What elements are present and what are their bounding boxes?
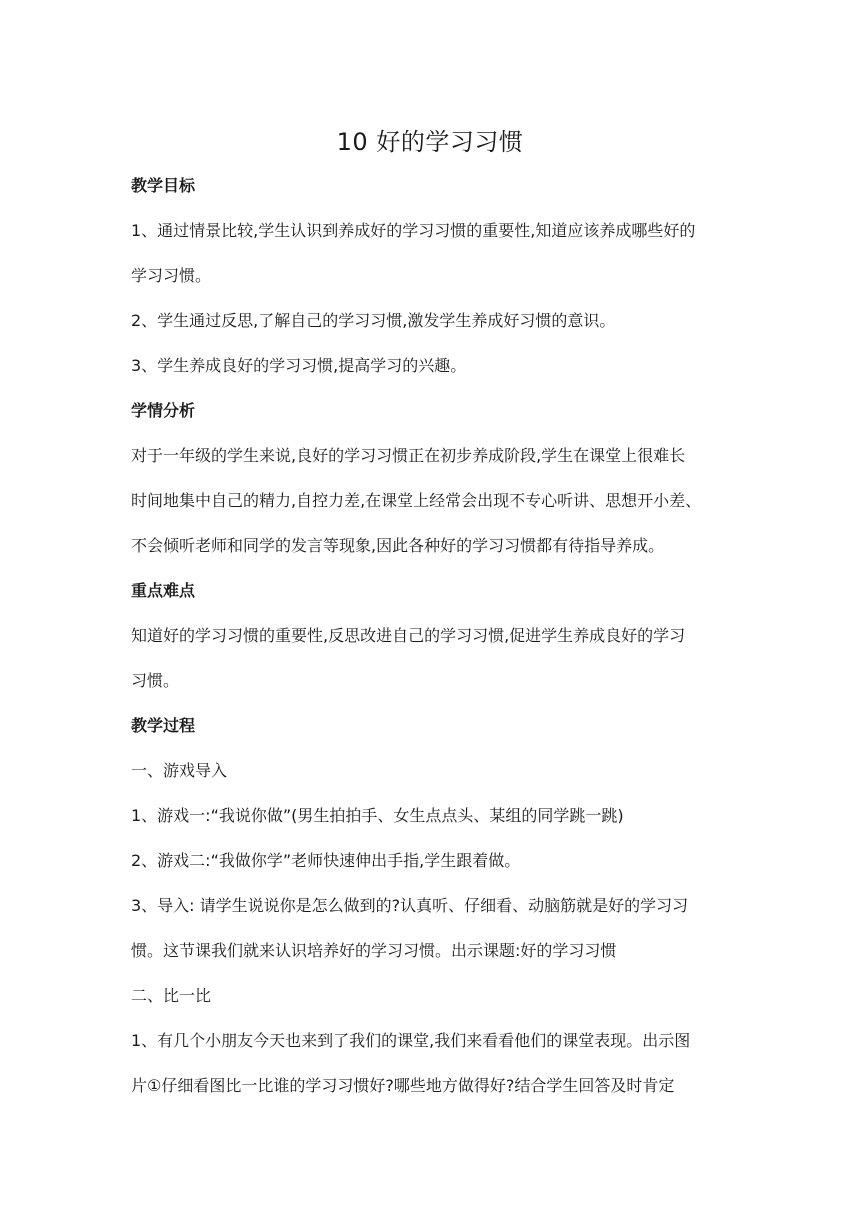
paragraph-line: 3、导入: 请学生说说你是怎么做到的?认真听、仔细看、动脑筋就是好的学习习	[131, 896, 689, 915]
paragraph-line: 知道好的学习习惯的重要性,反思改进自己的学习习惯,促进学生养成良好的学习	[131, 626, 686, 645]
paragraph-line: 时间地集中自己的精力,自控力差,在课堂上经常会出现不专心听讲、思想开小差、	[131, 491, 702, 510]
section-heading-key-points: 重点难点	[131, 581, 196, 600]
section-heading-process: 教学过程	[131, 716, 196, 735]
paragraph-line: 片①仔细看图比一比谁的学习习惯好?哪些地方做得好?结合学生回答及时肯定	[131, 1076, 675, 1095]
paragraph-line: 2、学生通过反思,了解自己的学习习惯,激发学生养成好习惯的意识。	[131, 311, 616, 330]
paragraph-line: 惯。这节课我们就来认识培养好的学习习惯。出示课题:好的学习习惯	[131, 941, 617, 960]
document-title: 10 好的学习习惯	[336, 128, 524, 156]
paragraph-line: 2、游戏二:“我做你学”老师快速伸出手指,学生跟着做。	[131, 851, 521, 870]
paragraph-line: 1、通过情景比较,学生认识到养成好的学习习惯的重要性,知道应该养成哪些好的	[131, 221, 696, 240]
section-heading-objectives: 教学目标	[131, 176, 196, 195]
paragraph-line: 3、学生养成良好的学习习惯,提高学习的兴趣。	[131, 356, 467, 375]
paragraph-line: 对于一年级的学生来说,良好的学习习惯正在初步养成阶段,学生在课堂上很难长	[131, 446, 686, 465]
paragraph-line: 不会倾听老师和同学的发言等现象,因此各种好的学习习惯都有待指导养成。	[131, 536, 665, 555]
paragraph-line: 一、游戏导入	[131, 761, 228, 780]
paragraph-line: 二、比一比	[131, 986, 212, 1005]
paragraph-line: 1、有几个小朋友今天也来到了我们的课堂,我们来看看他们的课堂表现。出示图	[131, 1031, 691, 1050]
paragraph-line: 习惯。	[131, 671, 180, 690]
section-heading-analysis: 学情分析	[131, 401, 196, 420]
paragraph-line: 1、游戏一:“我说你做”(男生拍拍手、女生点点头、某组的同学跳一跳)	[131, 806, 624, 825]
paragraph-line: 学习习惯。	[131, 266, 212, 285]
